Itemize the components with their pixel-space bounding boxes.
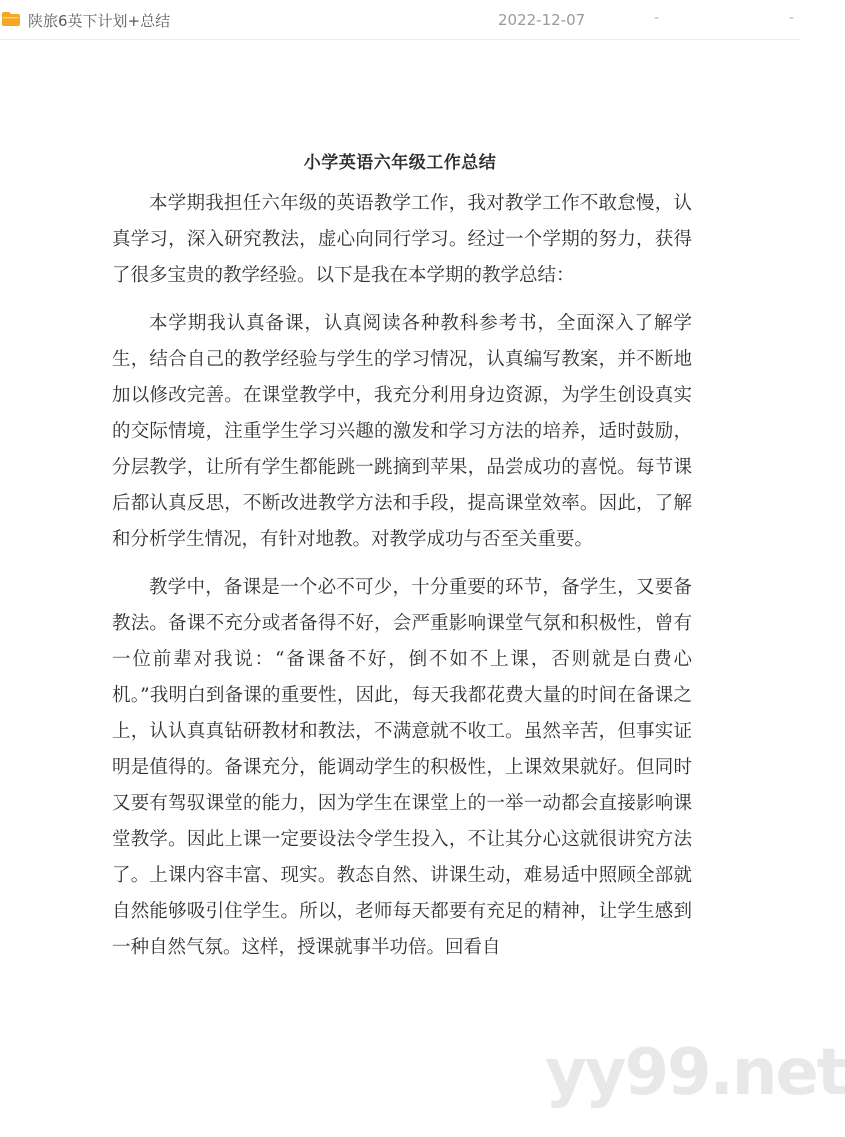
document-date: 2022-12-07 — [498, 11, 586, 29]
paragraph: 本学期我认真备课，认真阅读各种教科参考书，全面深入了解学生，结合自己的教学经验与学生的学习情况，认真编写教案，并不断地加以修改完善。在课堂教学中，我充分利用身边资源，为学生创设真实的交际情境，注重学生学习兴趣的激发和学习方法的培养，适时鼓励，分层教学，让所有学生都能跳一跳摘到苹果，品尝成功的喜悦。每节课后都认真反思，不断改进教学方法和手段，提高课堂效率。因此，了解和分析学生情况，有针对地教。对教学成功与否至关重要。 — [112, 313, 692, 550]
info-placeholder: - — [789, 10, 795, 26]
paragraph: 本学期我担任六年级的英语教学工作，我对教学工作不敢怠慢，认真学习，深入研究教法，虚心向同行学习。经过一个学期的努力，获得了很多宝贵的教学经验。以下是我在本学期的教学总结： — [112, 193, 692, 286]
info-placeholder: - — [654, 10, 660, 26]
folder-icon — [2, 12, 20, 26]
top-bar — [0, 0, 800, 40]
watermark: yy99.net — [545, 1036, 845, 1110]
document-title[interactable]: 陕旅6英下计划+总结 — [28, 12, 171, 30]
document-page — [0, 41, 845, 1137]
paragraph: 教学中，备课是一个必不可少，十分重要的环节，备学生，又要备教法。备课不充分或者备得不好，会严重影响课堂气氛和积极性，曾有一位前辈对我说：“备课备不好，倒不如不上课，否则就是白费心机。”我明白到备课的重要性，因此，每天我都花费大量的时间在备课之上，认认真真钻研教材和教法，不满意就不收工。虽然辛苦，但事实证明是值得的。备课充分，能调动学生的积极性，上课效果就好。但同时又要有驾驭课堂的能力，因为学生在课堂上的一举一动都会直接影响课堂教学。因此上课一定要设法令学生投入，不让其分心这就很讲究方法了。上课内容丰富、现实。教态自然、讲课生动，难易适中照顾全部就自然能够吸引住学生。所以，老师每天都要有充足的精神，让学生感到一种自然气氛。这样，授课就事半功倍。回看自 — [112, 577, 692, 958]
page-title: 小学英语六年级工作总结 — [303, 153, 497, 173]
document-body — [112, 186, 692, 966]
